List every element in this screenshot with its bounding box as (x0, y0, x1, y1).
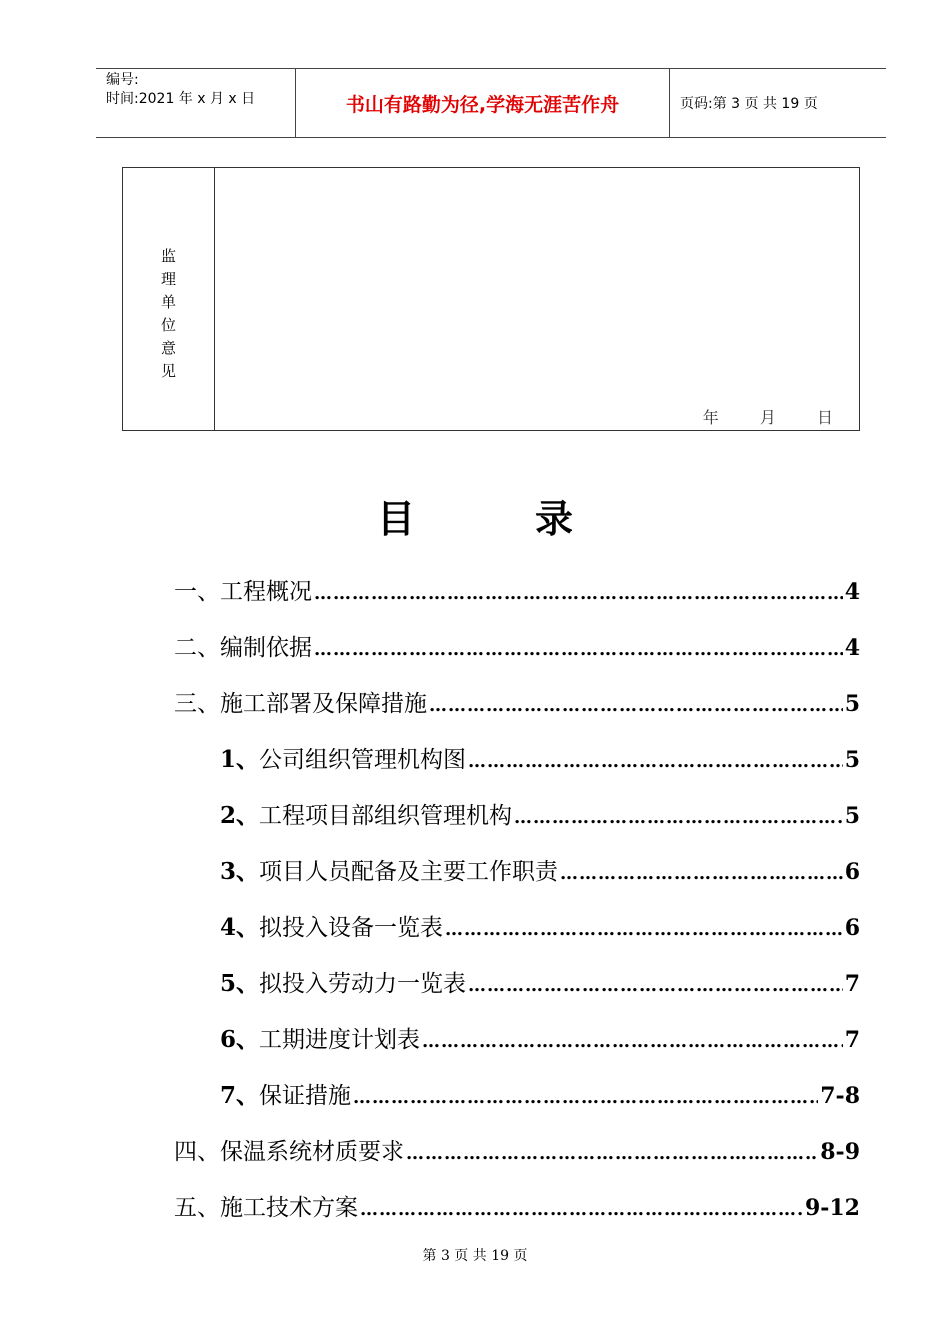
date-year: 年 (702, 408, 719, 427)
toc-entry-page: 7 (844, 1027, 860, 1053)
toc-entry-text: 工期进度计划表 (259, 1027, 421, 1053)
toc-leader-dots (406, 1130, 818, 1178)
toc-leader-dots (422, 1018, 843, 1066)
opinion-date (703, 405, 833, 428)
toc-entry-page: 5 (844, 747, 860, 773)
toc-entry-number: 4、 (220, 914, 260, 941)
document-time: 时间:2021 年 x 月 x 日 (106, 91, 256, 107)
toc-entry[interactable] (174, 568, 860, 624)
toc-entry[interactable] (174, 960, 860, 1016)
toc-leader-dots (314, 626, 843, 674)
toc-entry-text: 四、保温系统材质要求 (174, 1139, 404, 1165)
date-day: 日 (816, 408, 833, 427)
toc-entry-text: 项目人员配备及主要工作职责 (259, 859, 559, 885)
toc-leader-dots (468, 738, 843, 786)
table-of-contents (174, 568, 860, 1240)
toc-entry-text: 三、施工部署及保障措施 (174, 691, 427, 717)
toc-title: 目录 (376, 497, 693, 541)
toc-entry-page: 9-12 (804, 1195, 860, 1221)
toc-leader-dots (314, 570, 843, 618)
page-footer: 第 3 页 共 19 页 (422, 1248, 528, 1264)
toc-entry-text: 公司组织管理机构图 (259, 747, 467, 773)
toc-entry-page: 4 (844, 635, 860, 661)
toc-entry-number: 3、 (220, 858, 260, 885)
toc-entry-number: 1、 (220, 746, 260, 773)
supervision-opinion-table (122, 167, 860, 431)
toc-entry-text: 工程项目部组织管理机构 (259, 803, 513, 829)
toc-entry-page: 5 (844, 691, 860, 717)
toc-entry[interactable] (174, 1016, 860, 1072)
toc-entry-number: 6、 (220, 1026, 260, 1053)
toc-leader-dots (353, 1074, 818, 1122)
toc-entry-number: 7、 (220, 1082, 260, 1109)
page-header (96, 68, 886, 138)
toc-entry[interactable] (174, 736, 860, 792)
toc-entry[interactable] (174, 792, 860, 848)
toc-entry-text: 保证措施 (259, 1083, 352, 1109)
toc-entry-page: 4 (844, 579, 860, 605)
toc-entry-text: 拟投入设备一览表 (259, 915, 444, 941)
toc-entry-text: 一、工程概况 (174, 579, 312, 605)
toc-entry[interactable] (174, 680, 860, 736)
header-meta (96, 69, 296, 137)
toc-entry[interactable] (174, 904, 860, 960)
toc-entry-page: 6 (844, 915, 860, 941)
opinion-label-cell (123, 168, 215, 430)
toc-leader-dots (468, 962, 843, 1010)
toc-entry-text: 五、施工技术方案 (174, 1195, 358, 1221)
toc-entry[interactable] (174, 1072, 860, 1128)
toc-entry[interactable] (174, 1128, 860, 1184)
toc-entry-number: 5、 (220, 970, 260, 997)
toc-leader-dots (360, 1186, 803, 1234)
toc-entry-text: 拟投入劳动力一览表 (259, 971, 467, 997)
toc-entry-page: 5 (844, 803, 860, 829)
toc-leader-dots (429, 682, 843, 730)
toc-entry-page: 8-9 (820, 1139, 860, 1165)
toc-entry[interactable] (174, 1184, 860, 1240)
toc-leader-dots (514, 794, 843, 842)
toc-entry-page: 7-8 (820, 1083, 860, 1109)
toc-entry-number: 2、 (220, 802, 260, 829)
date-month: 月 (759, 408, 776, 427)
toc-entry-text: 二、编制依据 (174, 635, 312, 661)
header-page-info: 页码:第 3 页 共 19 页 (680, 96, 818, 112)
toc-leader-dots (560, 850, 843, 898)
document-code-label: 编号: (106, 72, 139, 88)
toc-leader-dots (445, 906, 843, 954)
toc-entry-page: 6 (844, 859, 860, 885)
header-motto: 书山有路勤为径,学海无涯苦作舟 (296, 69, 670, 137)
opinion-label: 监理单位意见 (159, 248, 177, 386)
opinion-content-cell (215, 168, 859, 430)
toc-entry-page: 7 (844, 971, 860, 997)
toc-entry[interactable] (174, 848, 860, 904)
toc-entry[interactable] (174, 624, 860, 680)
